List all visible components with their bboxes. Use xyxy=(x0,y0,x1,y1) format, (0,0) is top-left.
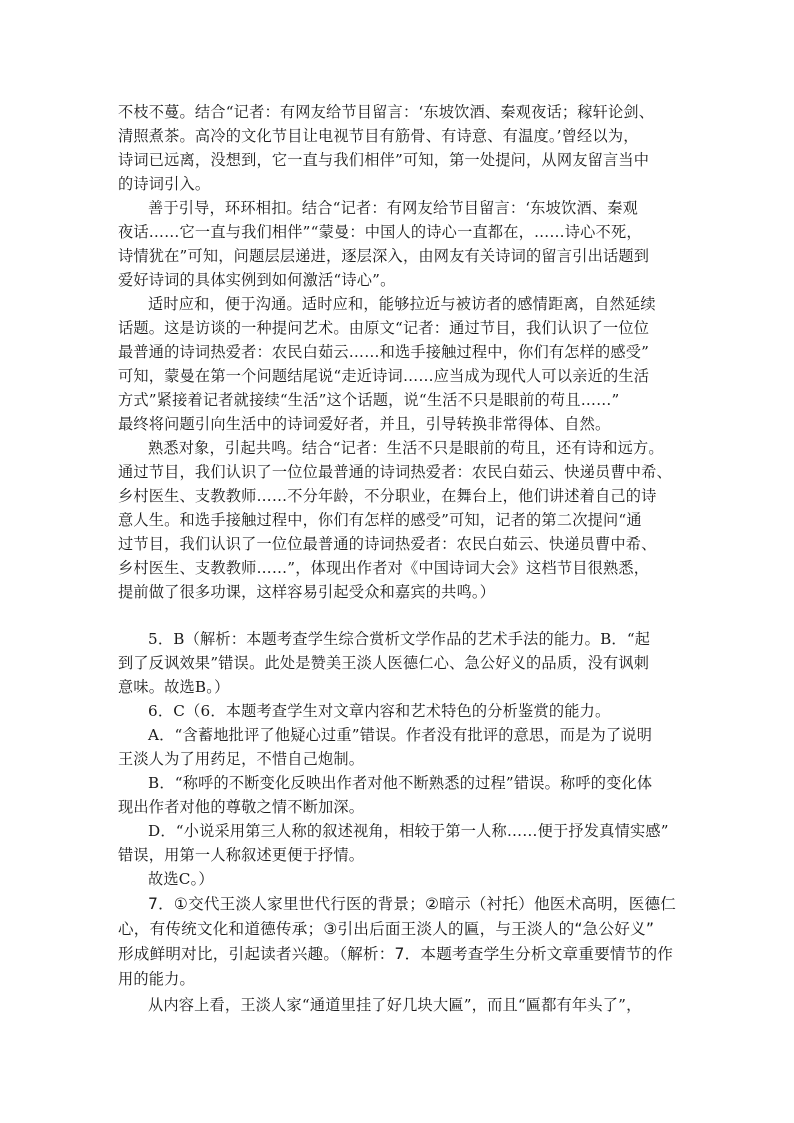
option-a: A．“含蓄地批评了他疑心过重”错误。作者没有批评的意思，而是为了说明 xyxy=(148,726,653,744)
paragraph-start: 从内容上看，王淡人家“通道里挂了好几块大匾”，而且“匾都有年头了”， xyxy=(148,996,642,1014)
text-line: 最终将问题引向生活中的诗词爱好者，并且，引导转换非常得体、自然。 xyxy=(118,415,611,433)
text-line: 心，有传统文化和道德传承；③引出后面王淡人的匾，与王淡人的“急公好义” xyxy=(118,920,655,938)
paragraph-start: 善于引导，环环相扣。结合“记者：有网友给节目留言：‘东坡饮酒、秦观 xyxy=(148,199,639,217)
text-line: 意味。故选B。） xyxy=(118,678,230,696)
text-line: 不枝不蔓。结合“记者：有网友给节目留言：‘东坡饮酒、秦观夜话；稼轩论剑、 xyxy=(118,103,655,121)
text-line: 错误，用第一人称叙述更便于抒情。 xyxy=(118,846,365,864)
text-line: 提前做了很多功课，这样容易引起受众和嘉宾的共鸣。） xyxy=(118,583,496,601)
text-line: 乡村医生、支教教师……不分年龄，不分职业，在舞台上，他们讲述着自己的诗 xyxy=(118,487,657,505)
answer-6: 6．C（6．本题考查学生对文章内容和艺术特色的分析鉴赏的能力。 xyxy=(148,702,611,720)
text-line: 现出作者对他的尊敬之情不断加深。 xyxy=(118,798,365,816)
text-line: 可知，蒙曼在第一个问题结尾说“走近诗词……应当成为现代人可以亲近的生活 xyxy=(118,367,650,385)
text-line: 诗词已远离，没想到，它一直与我们相伴”可知，第一处提问，从网友留言当中 xyxy=(118,151,650,169)
paragraph-start: 熟悉对象，引起共鸣。结合“记者：生活不只是眼前的苟且，还有诗和远方。 xyxy=(148,439,664,457)
paragraph-start: 适时应和，便于沟通。适时应和，能够拉近与被访者的感情距离，自然延续 xyxy=(148,295,656,313)
text-line: 诗情犹在”可知，问题层层递进，逐层深入，由网友有关诗词的留言引出话题到 xyxy=(118,247,650,265)
text-line: 意人生。和选手接触过程中，你们有怎样的感受”可知，记者的第二次提问“通 xyxy=(118,511,642,529)
text-line: 夜话……它一直与我们相伴”“蒙曼：中国人的诗心一直都在，……诗心不死， xyxy=(118,223,642,241)
text-line: 到了反讽效果”错误。此处是赞美王淡人医德仁心、急公好义的品质，没有讽刺 xyxy=(118,654,650,672)
text-line: 方式”紧接着记者就接续“生活”这个话题，说“生活不只是眼前的苟且……” xyxy=(118,391,620,409)
text-line: 通过节目，我们认识了一位位最普通的诗词热爱者：农民白茹云、快递员曹中希、 xyxy=(118,463,672,481)
option-d: D．“小说采用第三人称的叙述视角，相较于第一人称……便于抒发真情实感” xyxy=(148,822,669,840)
text-line: 的诗词引入。 xyxy=(118,175,211,193)
option-b: B．“称呼的不断变化反映出作者对他不断熟悉的过程”错误。称呼的变化体 xyxy=(148,774,653,792)
text-line: 故选C。） xyxy=(148,870,214,888)
text-line: 乡村医生、支教教师……”，体现出作者对《中国诗词大会》这档节目很熟悉， xyxy=(118,559,650,577)
text-line: 用的能力。 xyxy=(118,970,195,988)
text-line: 王淡人为了用药足，不惜自己炮制。 xyxy=(118,750,365,768)
text-line: 爱好诗词的具体实例到如何激活“诗心”。 xyxy=(118,271,396,289)
text-line: 形成鲜明对比，引起读者兴趣。（解析：7．本题考查学生分析文章重要情节的作 xyxy=(118,945,674,963)
answer-5: 5．B（解析：本题考查学生综合赏析文学作品的艺术手法的能力。B．“起 xyxy=(148,630,651,648)
text-line: 过节目，我们认识了一位位最普通的诗词热爱者：农民白茹云、快递员曹中希、 xyxy=(118,535,657,553)
text-line: 清照煮茶。高冷的文化节目让电视节目有筋骨、有诗意、有温度。’曾经以为， xyxy=(118,127,639,145)
text-line: 最普通的诗词热爱者：农民白茹云……和选手接触过程中，你们有怎样的感受” xyxy=(118,343,650,361)
answer-7: 7．①交代王淡人家里世代行医的背景；②暗示（衬托）他医术高明，医德仁 xyxy=(148,895,677,913)
text-line: 话题。这是访谈的一种提问艺术。由原文“记者：通过节目，我们认识了一位位 xyxy=(118,319,650,337)
